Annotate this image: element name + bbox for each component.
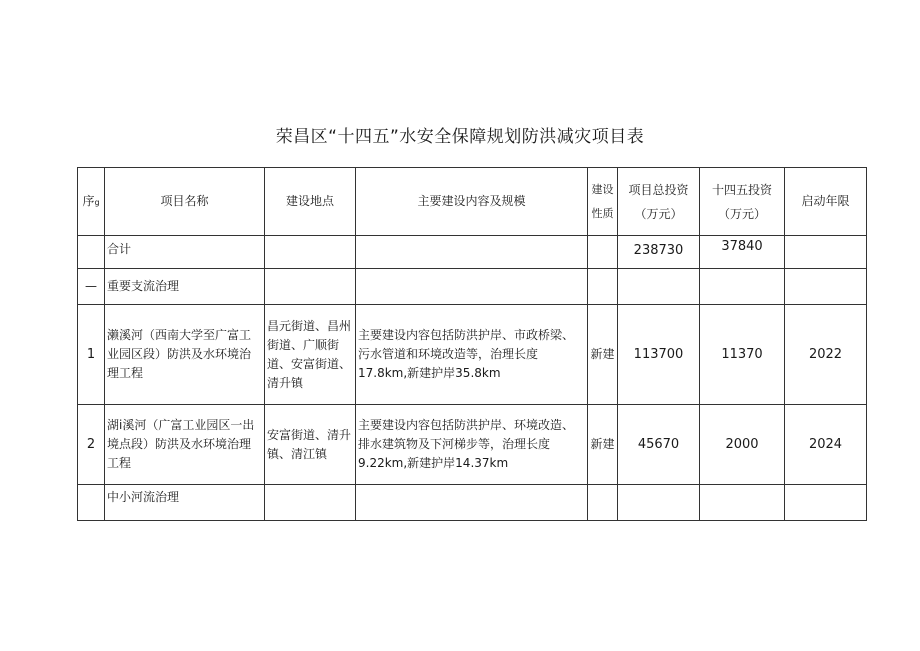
table-row-total: [78, 236, 867, 269]
project-1-year: 2022: [785, 305, 867, 405]
project-1-nature: 新建: [588, 305, 618, 405]
header-location: 建设地点: [265, 168, 356, 236]
cell-empty: [356, 485, 588, 521]
total-label: 合计: [105, 236, 265, 269]
cell-empty: [588, 485, 618, 521]
cell-empty: [700, 485, 785, 521]
cell-empty: [78, 485, 105, 521]
project-2-name: 湖i溪河（广富工业园区一出境点段）防洪及水环境治理工程: [105, 405, 265, 485]
project-2-location: 安富街道、清升镇、清江镇: [265, 405, 356, 485]
cell-empty: [618, 485, 700, 521]
project-1-content: 主要建设内容包括防洪护岸、市政桥梁、污水管道和环境改造等，治理长度17.8km,新建护岸35.8km: [356, 305, 588, 405]
header-content: 主要建设内容及规模: [356, 168, 588, 236]
project-2-plan: 2000: [700, 405, 785, 485]
header-total: [618, 168, 700, 236]
cell-empty: [588, 269, 618, 305]
header-year: 启动年限: [785, 168, 867, 236]
total-investment: 238730: [618, 236, 700, 269]
project-2-seq: 2: [78, 405, 105, 485]
cell-empty: [785, 269, 867, 305]
table-row-section-1: [78, 269, 867, 305]
project-2-nature: 新建: [588, 405, 618, 485]
section-2-name: 中小河流治理: [105, 485, 265, 521]
header-seq: [78, 168, 105, 236]
header-plan-line2: （万元）: [717, 206, 766, 221]
cell-empty: [700, 269, 785, 305]
cell-empty: [588, 236, 618, 269]
cell-empty: [356, 236, 588, 269]
page-title: 荣昌区“十四五”水安全保障规划防洪减灾项目表: [275, 127, 645, 147]
cell-empty: [265, 485, 356, 521]
header-nature: [588, 168, 618, 236]
project-1-name: 濑溪河（西南大学至广富工业园区段）防洪及水环境治理工程: [105, 305, 265, 405]
section-1-name: 重要支流治理: [105, 269, 265, 305]
header-total-line2: （万元）: [634, 206, 683, 221]
header-row: [78, 168, 867, 236]
total-plan-investment: 37840: [700, 236, 785, 269]
project-1-total: 113700: [618, 305, 700, 405]
project-2-year: 2024: [785, 405, 867, 485]
cell-empty: [785, 485, 867, 521]
header-total-line1: 项目总投资: [628, 182, 689, 197]
cell-empty: [785, 236, 867, 269]
table-row-project-1: [78, 305, 867, 405]
table-row-project-2: [78, 405, 867, 485]
cell-empty: [265, 269, 356, 305]
cell-empty: [265, 236, 356, 269]
header-nature-line2: 性质: [591, 206, 614, 220]
project-table: [77, 167, 867, 521]
cell-empty: [618, 269, 700, 305]
table-row-section-2: [78, 485, 867, 521]
project-1-location: 昌元街道、昌州街道、广顺街道、安富街道、清升镇: [265, 305, 356, 405]
project-2-content: 主要建设内容包括防洪护岸、环境改造、排水建筑物及下河梯步等，治理长度9.22km,新建护岸14.37km: [356, 405, 588, 485]
project-1-plan: 11370: [700, 305, 785, 405]
header-plan: [700, 168, 785, 236]
project-2-total: 45670: [618, 405, 700, 485]
header-plan-line1: 十四五投资: [711, 182, 772, 197]
header-name: 项目名称: [105, 168, 265, 236]
project-1-seq: 1: [78, 305, 105, 405]
header-seq-label: 序: [82, 193, 95, 208]
header-seq-mark: g: [94, 197, 100, 207]
header-nature-line1: 建设: [591, 182, 614, 196]
section-1-seq: —: [78, 269, 105, 305]
cell-empty: [78, 236, 105, 269]
cell-empty: [356, 269, 588, 305]
